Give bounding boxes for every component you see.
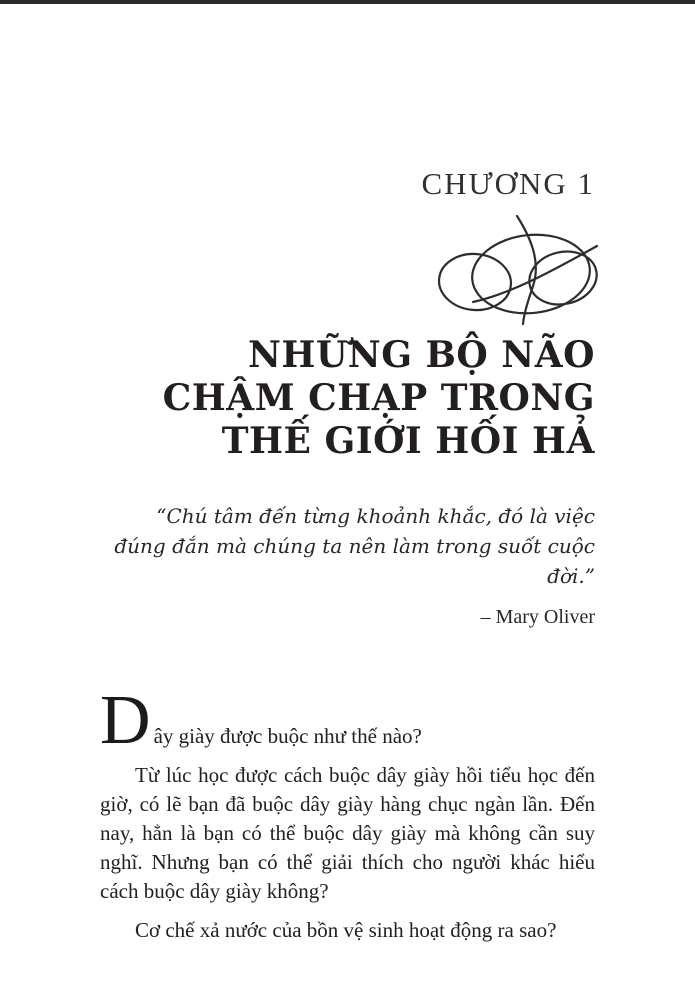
- chapter-title-line-2: CHẬM CHẠP TRONG: [162, 377, 595, 419]
- chapter-title-line-1: NHỮNG BỘ NÃO: [247, 334, 595, 376]
- epigraph-quote-line-2: đúng đắn mà chúng ta nên làm trong suốt cuộc đời.”: [114, 534, 595, 588]
- opening-paragraph-text: ây giày được buộc như thế nào?: [153, 724, 422, 748]
- chapter-title: [100, 334, 595, 463]
- epigraph-quote: [100, 501, 595, 591]
- chapter-title-line-3: THẾ GIỚI HỐI HẢ: [221, 420, 595, 462]
- epigraph-quote-line-1: “Chú tâm đến từng khoảnh khắc, đó là việc: [156, 504, 595, 528]
- tangled-shoelace-knot-icon: [429, 210, 607, 326]
- epigraph-attribution: – Mary Oliver: [480, 606, 595, 628]
- body-paragraph-2: Cơ chế xả nước của bồn vệ sinh hoạt động ra sao?: [135, 918, 557, 942]
- page-top-edge: [0, 0, 695, 4]
- knot-illustration-wrap: [100, 210, 607, 326]
- opening-paragraph: [100, 682, 595, 759]
- dropcap-letter: D: [100, 682, 151, 759]
- body-paragraph-1: Từ lúc học được cách buộc dây giày hồi tiểu học đến giờ, có lẽ bạn đã buộc dây giày hàng chục ngàn lần. Đến nay, hẳn là bạn có thể buộc dây giày mà không cần suy nghĩ. Nhưng bạn có thể giải thích cho người khác hiểu cách buộc dây giày không?: [100, 763, 595, 903]
- chapter-body: [100, 682, 595, 945]
- chapter-number-label: CHƯƠNG 1: [421, 166, 595, 201]
- chapter-header: [100, 168, 595, 463]
- epigraph: [100, 501, 595, 629]
